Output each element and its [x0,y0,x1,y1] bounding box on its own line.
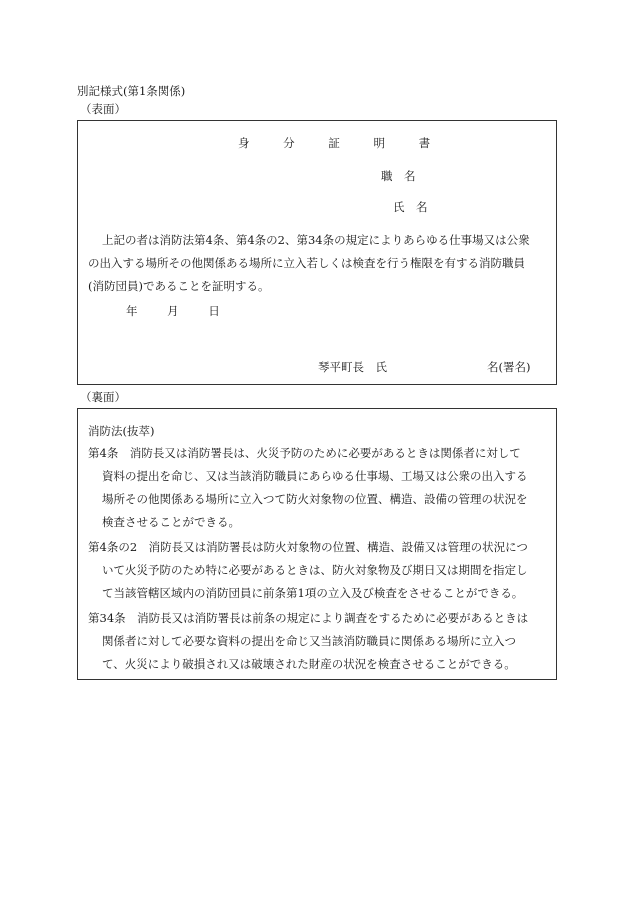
date-month: 月 [167,304,179,318]
title-char: 明 [373,136,385,150]
back-label: （裏面） [80,390,126,404]
body-line: 上記の者は消防法第4条、第4条の2、第34条の規定によりあらゆる仕事場又は公衆 [102,233,530,247]
form-title: 別記様式(第1条関係) [77,84,186,98]
article-line: 検査させることができる。 [102,515,240,529]
title-char: 証 [328,136,340,150]
body-line: の出入する場所その他関係ある場所に立入若しくは検査を行う権限を有する消防職員 [88,256,525,270]
article-line: 場所その他関係ある場所に立入つて防火対象物の位置、構造、設備の管理の状況を [102,492,528,506]
back-card [77,408,557,680]
article-line: て、火災により破損され又は破壊された財産の状況を検査させることができる。 [102,657,516,671]
article-line: 第4条 消防長又は消防署長は、火災予防のために必要があるときは関係者に対して [88,446,521,460]
position-label: 職 名 [381,169,416,183]
date-day: 日 [208,304,220,318]
date-line [126,303,220,319]
issuer-name: 琴平町長 氏 [318,360,387,374]
name-label: 氏 名 [393,200,428,214]
certificate-title [238,135,430,151]
title-char: 分 [283,136,295,150]
issuer-signature: 名(署名) [487,360,531,374]
law-heading: 消防法(抜萃) [88,424,155,438]
date-year: 年 [126,304,138,318]
article-line: 第34条 消防長又は消防署長は前条の規定により調査をするために必要があるときは [88,611,529,625]
title-char: 身 [238,136,250,150]
article-line: いて火災予防のため特に必要があるときは、防火対象物及び期日又は期間を指定し [102,563,528,577]
article-line: 第4条の2 消防長又は消防署長は防火対象物の位置、構造、設備又は管理の状況につ [88,540,528,554]
title-char: 書 [418,136,431,150]
article-line: 資料の提出を命じ、又は当該消防職員にあらゆる仕事場、工場又は公衆の出入する [102,469,528,483]
front-label: （表面） [80,102,126,116]
front-card [77,120,557,385]
body-line: (消防団員)であることを証明する。 [88,279,270,293]
article-line: 関係者に対して必要な資料の提出を命じ又当該消防職員に関係ある場所に立入つ [102,634,516,648]
article-line: て当該管轄区域内の消防団員に前条第1項の立入及び検査をさせることができる。 [102,586,524,600]
